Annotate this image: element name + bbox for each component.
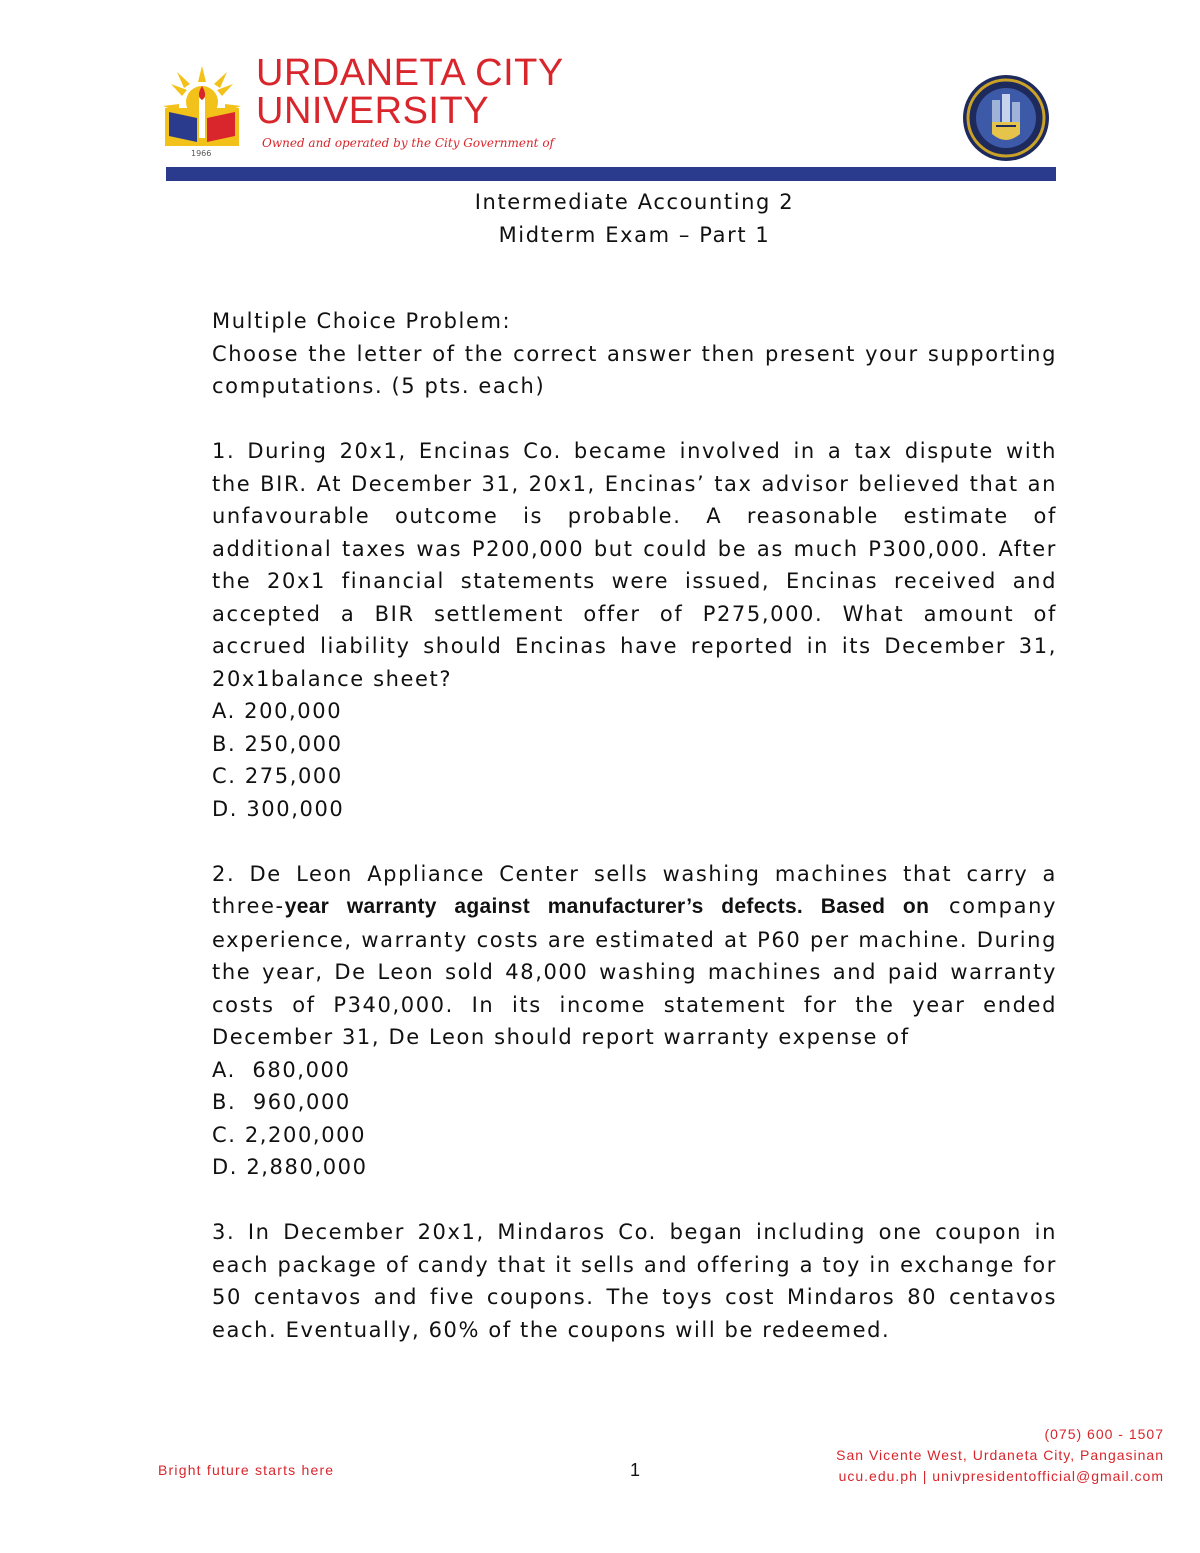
exam-title: Midterm Exam – Part 1 (498, 222, 771, 247)
question-2-choice-d: D. 2,880,000 (212, 1155, 368, 1179)
university-tagline: Owned and operated by the City Government of (262, 136, 554, 150)
logo-year: 1966 (191, 149, 212, 158)
instructions-heading: Multiple Choice Problem: (212, 309, 512, 333)
footer-contact: ucu.edu.ph | univpresidentofficial@gmail.com (838, 1468, 1164, 1484)
question-1-choice-c: C. 275,000 (212, 764, 343, 788)
city-seal-icon (962, 74, 1050, 162)
question-3-text: 3. In December 20x1, Mindaros Co. began including one coupon in each package of candy that it sells and offering a toy in exchange for 50 centavos and five coupons. The toys cost Mindaros 80 centavos each. Eventually, 60% of the coupons will be redeemed. (212, 1220, 1057, 1342)
university-name (256, 54, 564, 130)
exam-content (212, 186, 1057, 1346)
question-2-choice-a: A. 680,000 (212, 1057, 351, 1082)
question-1-text: 1. During 20x1, Encinas Co. became involved in a tax dispute with the BIR. At December 31, 20x1, Encinas’ tax advisor believed that an unfavourable outcome is probable. A reasonable estimate of additional taxes was P200,000 but could be as much P300,000. After the 20x1 financial statements were issued, Encinas received and accepted a BIR settlement offer of P275,000. What amount of accrued liability should Encinas have reported in its December 31, 20x1balance sheet? (212, 439, 1057, 691)
university-name-line1: URDANETA CITY (256, 52, 564, 94)
footer-phone: (075) 600 - 1507 (1044, 1426, 1164, 1442)
question-1-choice-d: D. 300,000 (212, 796, 345, 821)
header-divider-bar (166, 167, 1056, 181)
question-2-text-part1: 2. De Leon Appliance Center sells washing machines that carry a three- (212, 861, 1057, 918)
footer-contact-block (836, 1424, 1164, 1487)
university-name-line2: UNIVERSITY (256, 90, 490, 132)
question-1-choice-b: B. 250,000 (212, 731, 343, 756)
instructions-text: Choose the letter of the correct answer then present your supporting computations. (5 pts. each) (212, 341, 1057, 398)
question-2-text-part2: company experience, warranty costs are estimated at P60 per machine. During the year, De Leon sold 48,000 washing machines and paid warranty costs of P340,000. In its income statement for the year ended December 31, De Leon should report warranty expense of (212, 894, 1058, 1049)
university-sun-logo-icon (163, 62, 241, 158)
course-title: Intermediate Accounting 2 (474, 190, 795, 214)
footer-slogan: Bright future starts here (158, 1462, 335, 1478)
question-2-text-bold: year warranty against manufacturer’s defects. Based on (284, 895, 930, 918)
question-2-text (212, 858, 1057, 1054)
question-2-choice-b: B. 960,000 (212, 1090, 351, 1114)
question-2-choice-c: C. 2,200,000 (212, 1122, 367, 1147)
page-number: 1 (630, 1460, 641, 1480)
footer-address: San Vicente West, Urdaneta City, Pangasinan (836, 1447, 1164, 1463)
question-1-choice-a: A. 200,000 (212, 699, 343, 723)
